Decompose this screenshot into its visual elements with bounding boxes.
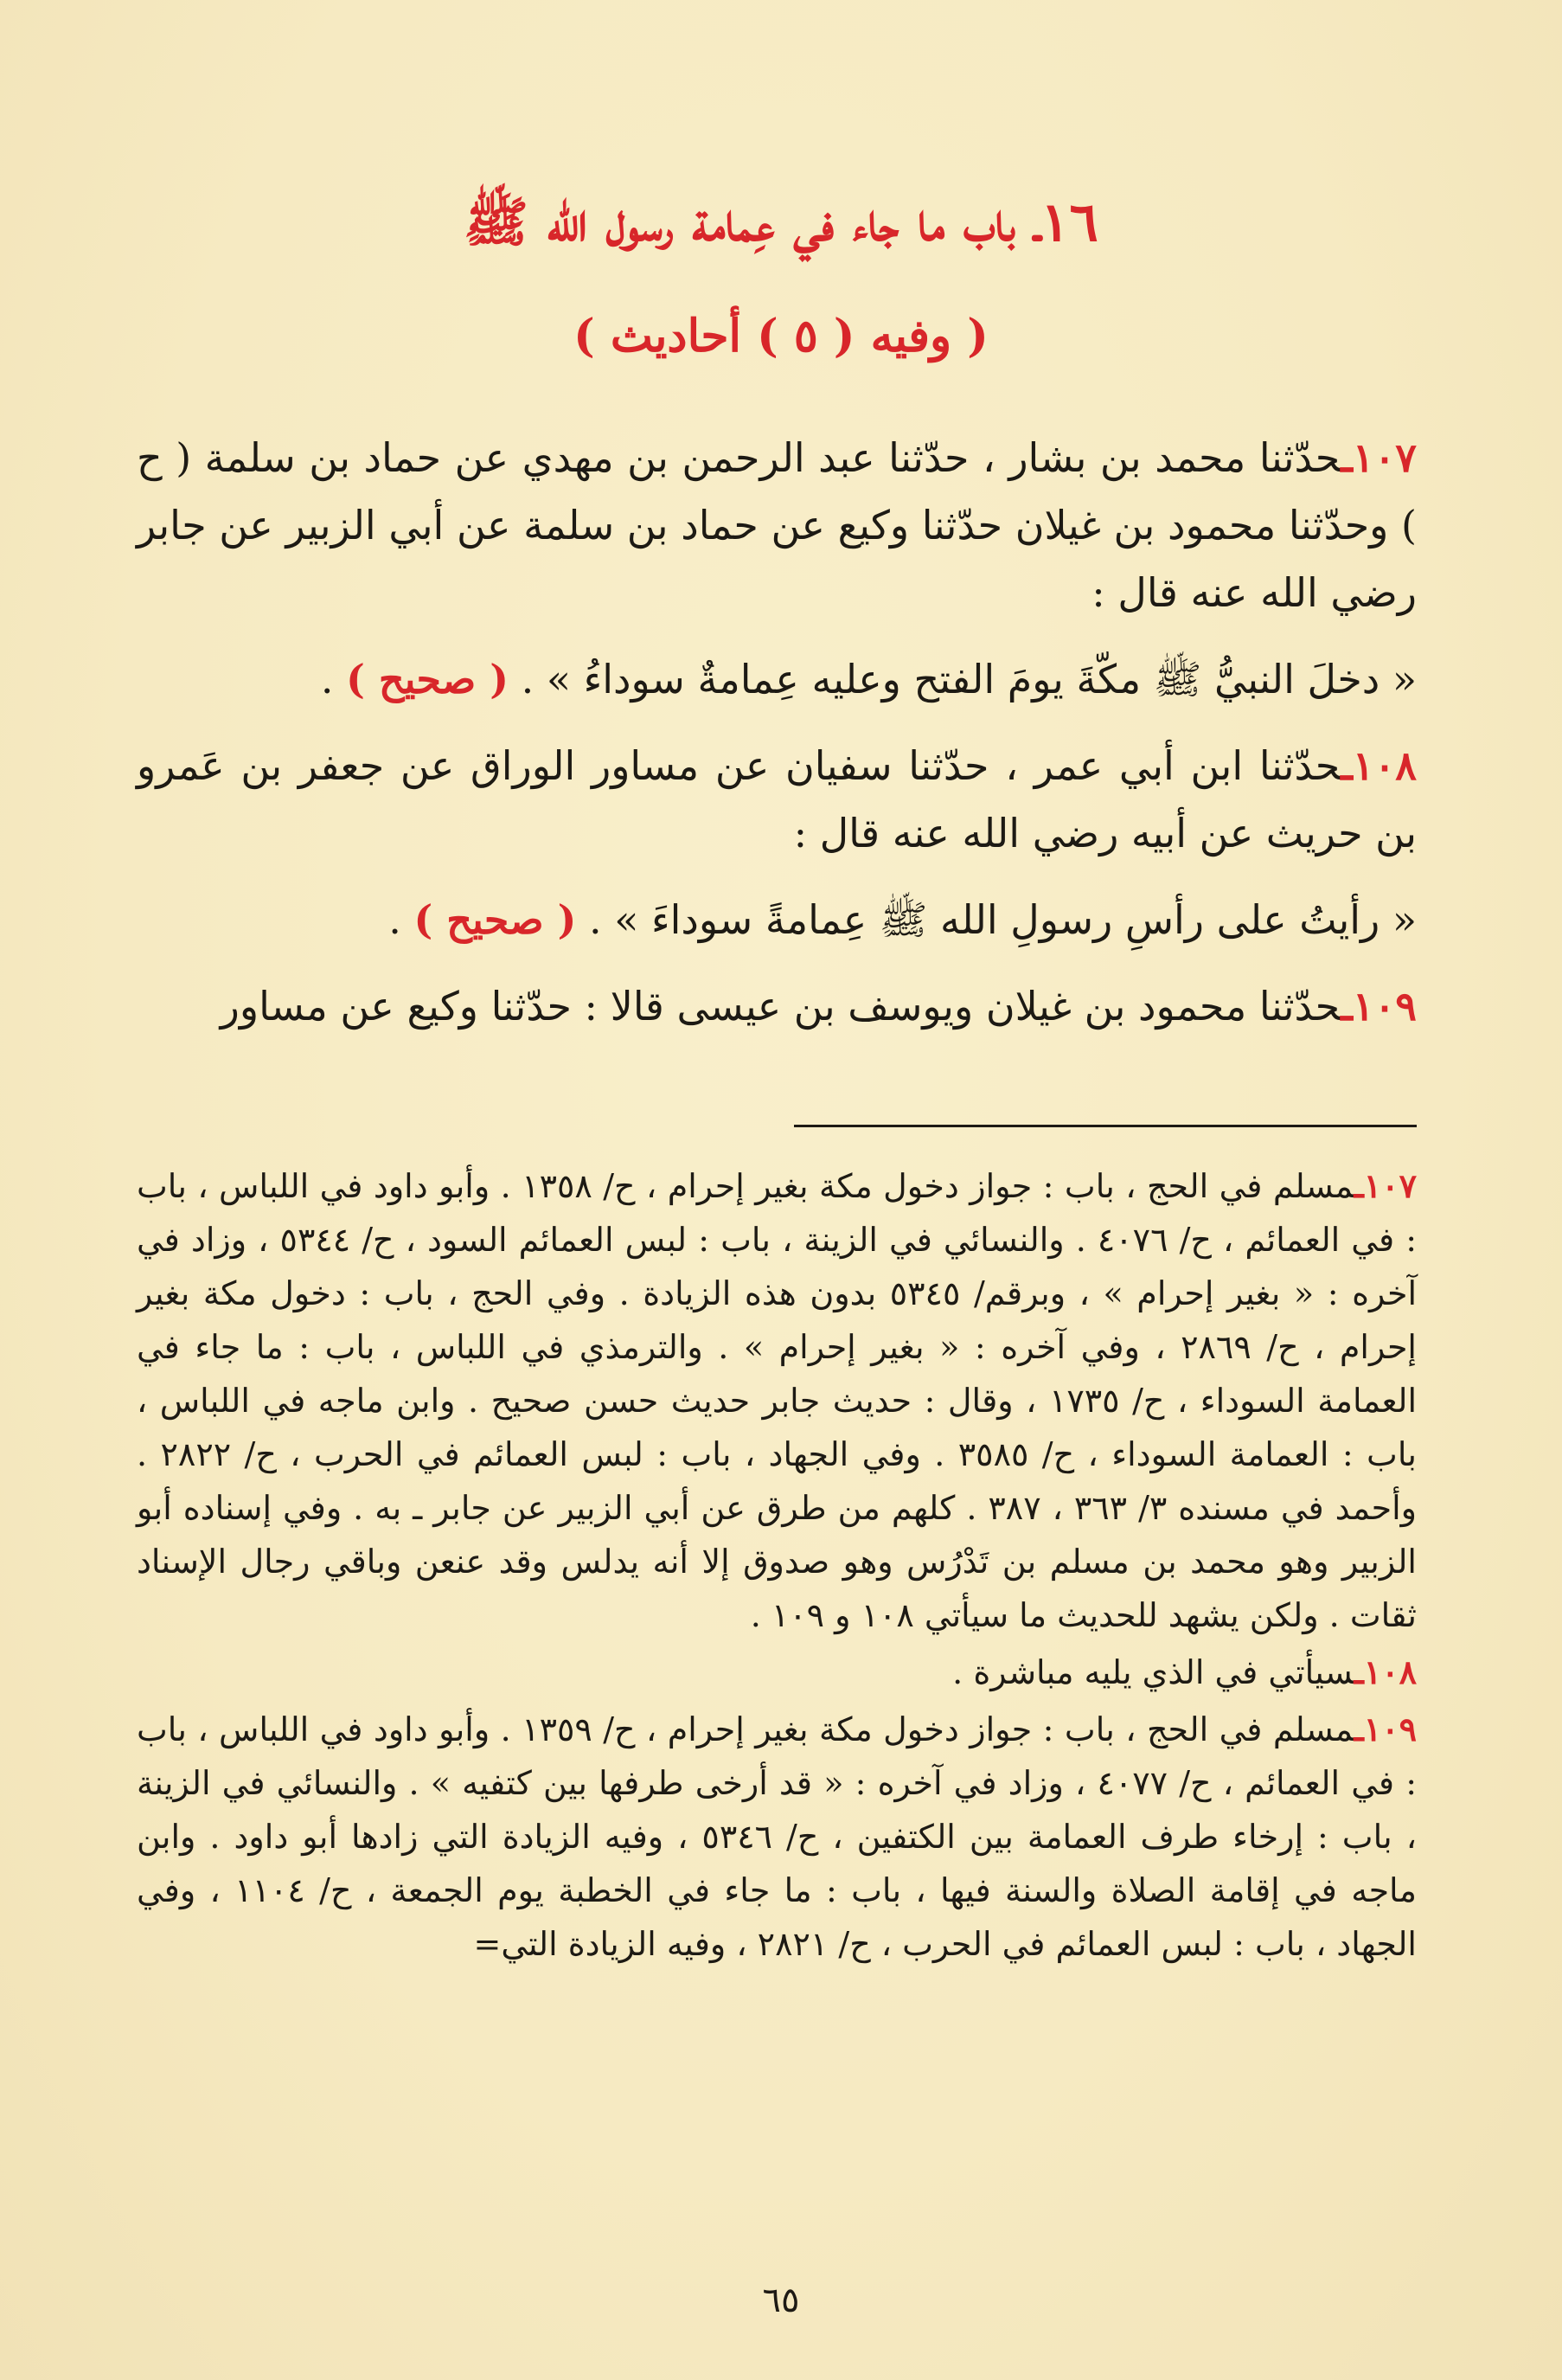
hadith-109 — [137, 972, 1417, 1040]
footnote-text: مسلم في الحج ، باب : جواز دخول مكة بغير إحرام ، ح/ ١٣٥٩ . وأبو داود في اللباس ، باب : في العمائم ، ح/ ٤٠٧٧ ، وزاد في آخره : « قد أرخى طرفها بين كتفيه » . والنسائي في الزينة ، باب : إرخاء طرف العمامة بين الكتفين ، ح/ ٥٣٤٦ ، وفيه الزيادة التي زادها أبو داود . وابن ماجه في إقامة الصلاة والسنة فيها ، باب : ما جاء في الخطبة يوم الجمعة ، ح/ ١١٠٤ ، وفي الجهاد ، باب : لبس العمائم في الحرب ، ح/ ٢٨٢١ ، وفيه الزيادة التي= — [137, 1710, 1417, 1963]
hadith-number: ١٠٧ـ — [1341, 434, 1417, 481]
hadith-isnad: حدّثنا محمود بن غيلان ويوسف بن عيسى قالا : حدّثنا وكيع عن مساور — [220, 983, 1341, 1030]
matn-end: . — [388, 896, 401, 943]
chapter-title: ١٦ـ باب ما جاء في عِمامة رسول الله ﷺ — [464, 190, 1098, 253]
hadith-108 — [137, 732, 1417, 867]
hadith-grade: ( صحيح ) — [346, 656, 509, 702]
footnotes — [137, 1159, 1417, 1974]
hadith-isnad: حدّثنا ابن أبي عمر ، حدّثنا سفيان عن مساور الوراق عن جعفر بن عَمرو بن حريث عن أبيه رضي الله عنه قال : — [137, 742, 1417, 856]
footnote-number: ١٠٨ـ — [1354, 1652, 1417, 1691]
main-text — [137, 424, 1417, 1059]
footnote-text: سيأتي في الذي يليه مباشرة . — [952, 1653, 1354, 1691]
hadith-number: ١٠٨ـ — [1341, 742, 1417, 789]
hadith-matn — [137, 645, 1417, 713]
hadith-matn — [137, 886, 1417, 953]
footnote-number: ١٠٩ـ — [1354, 1710, 1417, 1748]
footnote-108 — [137, 1645, 1417, 1699]
page-number: ٦٥ — [762, 2281, 800, 2320]
footnote-number: ١٠٧ـ — [1354, 1166, 1417, 1205]
chapter-subtitle: ( وفيه ( ٥ ) أحاديث ) — [573, 310, 989, 362]
matn-end: . — [320, 656, 334, 702]
footnote-divider — [794, 1125, 1417, 1127]
hadith-107 — [137, 424, 1417, 626]
matn-text: « رأيتُ على رأسِ رسولِ الله ﷺ عِمامةً سوداءَ » . — [588, 896, 1417, 943]
matn-text: « دخلَ النبيُّ ﷺ مكّةَ يومَ الفتح وعليه عِمامةٌ سوداءُ » . — [521, 656, 1417, 702]
hadith-number: ١٠٩ـ — [1341, 983, 1417, 1030]
footnote-107 — [137, 1159, 1417, 1642]
footnote-109 — [137, 1703, 1417, 1971]
footnote-text: مسلم في الحج ، باب : جواز دخول مكة بغير إحرام ، ح/ ١٣٥٨ . وأبو داود في اللباس ، باب : في العمائم ، ح/ ٤٠٧٦ . والنسائي في الزينة ، باب : لبس العمائم السود ، ح/ ٥٣٤٤ ، وزاد في آخره : « بغير إحرام » ، وبرقم/ ٥٣٤٥ بدون هذه الزيادة . وفي الحج ، باب : دخول مكة بغير إحرام ، ح/ ٢٨٦٩ ، وفي آخره : « بغير إحرام » . والترمذي في اللباس ، باب : ما جاء في العمامة السوداء ، ح/ ١٧٣٥ ، وقال : حديث جابر حديث حسن صحيح . وابن ماجه في اللباس ، باب : العمامة السوداء ، ح/ ٣٥٨٥ . وفي الجهاد ، باب : لبس العمائم في الحرب ، ح/ ٢٨٢٢ . وأحمد في مسنده ٣/ ٣٦٣ ، ٣٨٧ . كلهم من طرق عن أبي الزبير عن جابر ـ به . وفي إسناده أبو الزبير وهو محمد بن مسلم بن تَدْرُس وهو صدوق إلا أنه يدلس وقد عنعن وباقي رجال الإسناد ثقات . ولكن يشهد للحديث ما سيأتي ١٠٨ و ١٠٩ . — [137, 1167, 1418, 1634]
hadith-isnad: حدّثنا محمد بن بشار ، حدّثنا عبد الرحمن بن مهدي عن حماد بن سلمة ( ح ) وحدّثنا محمود بن غيلان حدّثنا وكيع عن حماد بن سلمة عن أبي الزبير عن جابر رضي الله عنه قال : — [137, 434, 1417, 616]
hadith-grade: ( صحيح ) — [413, 896, 577, 943]
